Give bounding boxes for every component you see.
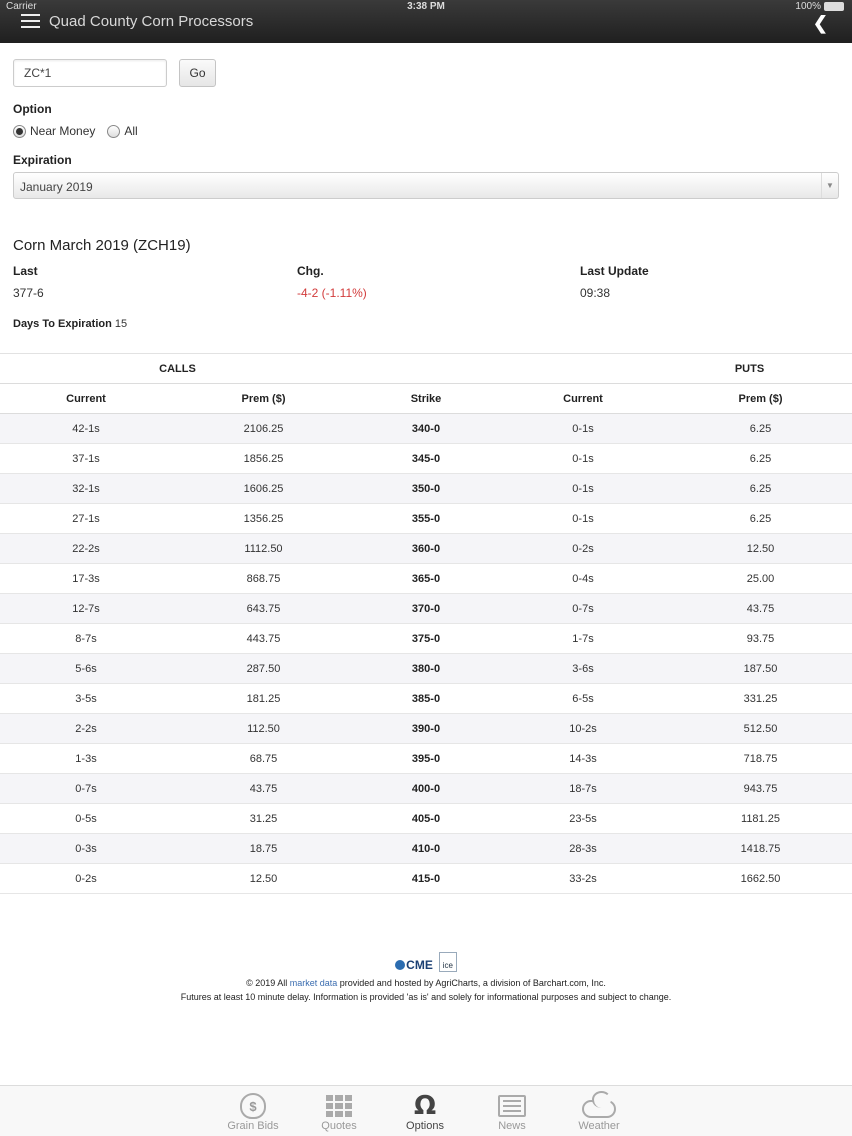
app-title: Quad County Corn Processors [49, 13, 254, 30]
tab-weather[interactable] [559, 1092, 639, 1132]
calls-header: CALLS [0, 354, 355, 384]
call-current-cell: 37-1s [0, 444, 172, 474]
last-update-stat [580, 264, 649, 300]
last-update-label: Last Update [580, 264, 649, 278]
put-premium-cell: 1662.50 [669, 864, 852, 894]
call-current-cell: 0-3s [0, 834, 172, 864]
globe-icon [395, 960, 405, 970]
table-row [0, 654, 852, 684]
call-current-cell: 1-3s [0, 744, 172, 774]
table-row [0, 864, 852, 894]
table-row [0, 534, 852, 564]
strike-cell: 375-0 [355, 624, 497, 654]
all-radio[interactable] [107, 125, 120, 138]
quotes-icon [326, 1095, 352, 1117]
put-current-cell: 14-3s [497, 744, 669, 774]
call-current-cell: 8-7s [0, 624, 172, 654]
call-premium-cell: 2106.25 [172, 414, 355, 444]
tab-options[interactable] [385, 1092, 465, 1132]
col-call-prem: Prem ($) [172, 384, 355, 414]
strike-cell: 340-0 [355, 414, 497, 444]
strike-cell: 345-0 [355, 444, 497, 474]
options-icon: Ω [413, 1091, 437, 1121]
call-current-cell: 12-7s [0, 594, 172, 624]
strike-cell: 380-0 [355, 654, 497, 684]
market-data-link[interactable]: market data [289, 978, 338, 988]
tab-weather-label: Weather [578, 1120, 620, 1132]
call-premium-cell: 181.25 [172, 684, 355, 714]
option-radio-group [13, 124, 150, 138]
put-current-cell: 0-1s [497, 504, 669, 534]
put-current-cell: 0-1s [497, 444, 669, 474]
table-row [0, 804, 852, 834]
call-current-cell: 17-3s [0, 564, 172, 594]
go-button[interactable]: Go [179, 59, 216, 87]
disclaimer-text: Futures at least 10 minute delay. Information is provided 'as is' and solely for informational purposes and subject to change. [180, 992, 672, 1002]
option-label: Option [13, 102, 52, 116]
put-premium-cell: 6.25 [669, 504, 852, 534]
call-current-cell: 27-1s [0, 504, 172, 534]
put-current-cell: 0-1s [497, 414, 669, 444]
expiration-selected-value: January 2019 [20, 180, 93, 194]
put-premium-cell: 1181.25 [669, 804, 852, 834]
strike-cell: 410-0 [355, 834, 497, 864]
strike-cell: 405-0 [355, 804, 497, 834]
call-premium-cell: 12.50 [172, 864, 355, 894]
tab-grain-bids[interactable] [213, 1092, 293, 1132]
strike-cell: 350-0 [355, 474, 497, 504]
near-money-label[interactable]: Near Money [30, 124, 96, 138]
call-premium-cell: 443.75 [172, 624, 355, 654]
col-call-current: Current [0, 384, 172, 414]
tab-news[interactable] [472, 1092, 552, 1132]
expiration-select[interactable] [13, 172, 839, 199]
battery-status [795, 1, 844, 12]
put-premium-cell: 25.00 [669, 564, 852, 594]
days-label: Days To Expiration [13, 318, 112, 330]
strike-cell: 395-0 [355, 744, 497, 774]
all-label[interactable]: All [124, 124, 138, 138]
put-current-cell: 33-2s [497, 864, 669, 894]
call-current-cell: 42-1s [0, 414, 172, 444]
tab-options-label: Options [406, 1120, 444, 1132]
table-row [0, 414, 852, 444]
put-premium-cell: 1418.75 [669, 834, 852, 864]
put-current-cell: 10-2s [497, 714, 669, 744]
cme-logo [395, 958, 433, 972]
strike-group-spacer [355, 354, 497, 384]
table-row [0, 564, 852, 594]
call-premium-cell: 31.25 [172, 804, 355, 834]
call-current-cell: 0-7s [0, 774, 172, 804]
call-premium-cell: 68.75 [172, 744, 355, 774]
change-value: -4-2 (-1.11%) [297, 286, 367, 300]
near-money-radio[interactable] [13, 125, 26, 138]
table-row [0, 684, 852, 714]
call-current-cell: 22-2s [0, 534, 172, 564]
call-current-cell: 5-6s [0, 654, 172, 684]
call-premium-cell: 112.50 [172, 714, 355, 744]
news-icon [498, 1095, 526, 1117]
put-current-cell: 0-2s [497, 534, 669, 564]
put-current-cell: 18-7s [497, 774, 669, 804]
call-premium-cell: 1606.25 [172, 474, 355, 504]
call-current-cell: 32-1s [0, 474, 172, 504]
bottom-tab-bar [0, 1085, 852, 1136]
exchange-logos [0, 950, 852, 972]
tab-grain-bids-label: Grain Bids [227, 1120, 279, 1132]
last-stat [13, 264, 44, 300]
expiration-label: Expiration [13, 153, 72, 167]
options-rows [0, 414, 852, 894]
chevron-down-icon: ▼ [821, 173, 838, 198]
copyright-text [0, 976, 852, 990]
put-current-cell: 6-5s [497, 684, 669, 714]
tab-news-label: News [498, 1120, 526, 1132]
call-premium-cell: 1856.25 [172, 444, 355, 474]
symbol-search [13, 59, 216, 87]
put-premium-cell: 6.25 [669, 444, 852, 474]
put-premium-cell: 6.25 [669, 414, 852, 444]
put-current-cell: 3-6s [497, 654, 669, 684]
put-premium-cell: 187.50 [669, 654, 852, 684]
put-current-cell: 1-7s [497, 624, 669, 654]
tab-quotes-label: Quotes [321, 1120, 357, 1132]
call-premium-cell: 18.75 [172, 834, 355, 864]
back-chevron-icon[interactable]: ❮ [812, 13, 828, 33]
strike-cell: 385-0 [355, 684, 497, 714]
last-update-value: 09:38 [580, 286, 611, 300]
call-current-cell: 0-2s [0, 864, 172, 894]
col-strike: Strike [355, 384, 497, 414]
status-time: 3:38 PM [407, 1, 445, 12]
table-row [0, 594, 852, 624]
table-row [0, 744, 852, 774]
table-row [0, 504, 852, 534]
ice-logo: ice [439, 952, 457, 972]
put-premium-cell: 943.75 [669, 774, 852, 804]
col-put-current: Current [497, 384, 669, 414]
put-current-cell: 23-5s [497, 804, 669, 834]
call-current-cell: 3-5s [0, 684, 172, 714]
strike-cell: 390-0 [355, 714, 497, 744]
call-premium-cell: 1112.50 [172, 534, 355, 564]
put-premium-cell: 718.75 [669, 744, 852, 774]
options-table [0, 353, 852, 894]
symbol-input[interactable] [13, 59, 167, 87]
last-value: 377-6 [13, 286, 44, 300]
call-current-cell: 0-5s [0, 804, 172, 834]
carrier-label: Carrier [6, 1, 37, 12]
status-bar [0, 0, 852, 12]
strike-cell: 365-0 [355, 564, 497, 594]
table-row [0, 474, 852, 504]
change-label: Chg. [297, 264, 324, 278]
strike-cell: 360-0 [355, 534, 497, 564]
put-current-cell: 0-7s [497, 594, 669, 624]
cme-logo-text: CME [406, 958, 433, 972]
days-to-expiration [13, 318, 127, 330]
table-row [0, 834, 852, 864]
call-premium-cell: 287.50 [172, 654, 355, 684]
table-row [0, 624, 852, 654]
tab-quotes[interactable] [299, 1092, 379, 1132]
table-row [0, 714, 852, 744]
call-premium-cell: 643.75 [172, 594, 355, 624]
puts-header: PUTS [497, 354, 852, 384]
strike-cell: 415-0 [355, 864, 497, 894]
weather-icon [582, 1100, 616, 1118]
battery-percent: 100% [795, 1, 821, 12]
copyright-prefix: © 2019 All [246, 978, 290, 988]
call-premium-cell: 1356.25 [172, 504, 355, 534]
call-current-cell: 2-2s [0, 714, 172, 744]
put-premium-cell: 331.25 [669, 684, 852, 714]
copyright-suffix: provided and hosted by AgriCharts, a division of Barchart.com, Inc. [337, 978, 606, 988]
footer [0, 950, 852, 1004]
call-premium-cell: 43.75 [172, 774, 355, 804]
put-premium-cell: 512.50 [669, 714, 852, 744]
put-premium-cell: 93.75 [669, 624, 852, 654]
put-current-cell: 28-3s [497, 834, 669, 864]
call-premium-cell: 868.75 [172, 564, 355, 594]
table-row [0, 774, 852, 804]
contract-title: Corn March 2019 (ZCH19) [13, 237, 191, 254]
put-current-cell: 0-1s [497, 474, 669, 504]
strike-cell: 400-0 [355, 774, 497, 804]
strike-cell: 355-0 [355, 504, 497, 534]
battery-icon [824, 2, 844, 11]
strike-cell: 370-0 [355, 594, 497, 624]
days-value: 15 [114, 318, 128, 330]
put-premium-cell: 6.25 [669, 474, 852, 504]
col-put-prem: Prem ($) [669, 384, 852, 414]
put-premium-cell: 12.50 [669, 534, 852, 564]
change-stat [297, 264, 367, 300]
put-premium-cell: 43.75 [669, 594, 852, 624]
grain-bids-icon: $ [240, 1093, 266, 1119]
menu-icon[interactable] [21, 14, 40, 28]
last-label: Last [13, 264, 38, 278]
put-current-cell: 0-4s [497, 564, 669, 594]
table-row [0, 444, 852, 474]
